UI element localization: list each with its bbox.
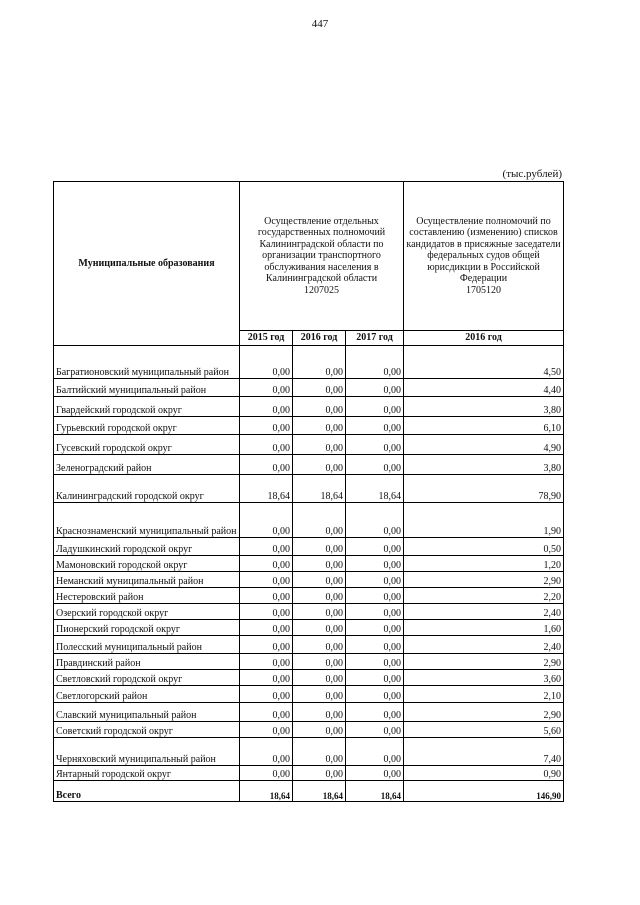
value-cell: 0,00 (346, 556, 404, 572)
value-cell: 0,00 (240, 766, 293, 781)
value-cell: 0,00 (346, 604, 404, 620)
municipality-name: Гвардейский городской округ (54, 397, 240, 417)
value-cell: 0,00 (293, 379, 346, 397)
total-cell: 18,64 (240, 781, 293, 802)
value-cell: 0,00 (240, 572, 293, 588)
municipality-name: Светловский городской округ (54, 670, 240, 686)
value-cell: 3,60 (404, 670, 564, 686)
value-cell: 18,64 (346, 475, 404, 503)
value-cell: 2,40 (404, 636, 564, 654)
value-cell: 0,00 (346, 538, 404, 556)
table-row (54, 379, 564, 397)
jurors-list-header (404, 182, 564, 331)
value-cell: 0,00 (240, 556, 293, 572)
value-cell: 0,00 (240, 503, 293, 538)
municipality-name: Мамоновский городской округ (54, 556, 240, 572)
value-cell: 0,00 (293, 435, 346, 455)
municipality-name: Калининградский городской округ (54, 475, 240, 503)
value-cell: 0,00 (240, 417, 293, 435)
value-cell: 0,00 (240, 397, 293, 417)
municipality-name: Советский городской округ (54, 722, 240, 738)
value-cell: 7,40 (404, 738, 564, 766)
jurors-list-title: Осуществление полномочий по составлению (изменению) списков кандидатов в присяжные заседатели федеральных судов общей юрисдикции в Российской Федерации (406, 215, 561, 285)
value-cell: 0,00 (293, 766, 346, 781)
municipality-name: Славский муниципальный район (54, 703, 240, 722)
value-cell: 0,00 (293, 654, 346, 670)
value-cell: 0,00 (346, 620, 404, 636)
value-cell: 0,00 (293, 346, 346, 379)
table-row (54, 417, 564, 435)
value-cell: 0,00 (346, 588, 404, 604)
municipality-name: Балтийский муниципальный район (54, 379, 240, 397)
value-cell: 2,40 (404, 604, 564, 620)
value-cell: 0,00 (346, 455, 404, 475)
table-row (54, 620, 564, 636)
value-cell: 0,00 (293, 620, 346, 636)
municipality-name: Светлогорский район (54, 686, 240, 703)
units-label: (тыс.рублей) (502, 168, 562, 180)
table-row (54, 455, 564, 475)
table-row (54, 766, 564, 781)
value-cell: 0,00 (293, 538, 346, 556)
municipality-name: Пионерский городской округ (54, 620, 240, 636)
budget-table (53, 181, 564, 802)
value-cell: 0,00 (346, 738, 404, 766)
table-row (54, 636, 564, 654)
value-cell: 4,50 (404, 346, 564, 379)
value-cell: 0,50 (404, 538, 564, 556)
total-label: Всего (54, 781, 240, 802)
municipality-name: Зеленоградский район (54, 455, 240, 475)
table-row (54, 397, 564, 417)
transport-powers-code: 1207025 (304, 284, 339, 296)
value-cell: 4,40 (404, 379, 564, 397)
municipality-name: Полесский муниципальный район (54, 636, 240, 654)
value-cell: 18,64 (293, 475, 346, 503)
table-header-row (54, 182, 564, 331)
value-cell: 0,00 (240, 738, 293, 766)
value-cell: 0,00 (293, 686, 346, 703)
table-row (54, 503, 564, 538)
value-cell: 2,20 (404, 588, 564, 604)
value-cell: 0,00 (293, 703, 346, 722)
value-cell: 0,00 (293, 636, 346, 654)
value-cell: 0,00 (293, 604, 346, 620)
value-cell: 0,00 (240, 620, 293, 636)
value-cell: 0,00 (293, 670, 346, 686)
value-cell: 0,00 (346, 703, 404, 722)
value-cell: 0,00 (293, 572, 346, 588)
year-header: 2016 год (404, 331, 564, 346)
value-cell: 18,64 (240, 475, 293, 503)
municipality-name: Черняховский муниципальный район (54, 738, 240, 766)
value-cell: 0,00 (346, 397, 404, 417)
value-cell: 2,10 (404, 686, 564, 703)
municipality-name: Нестеровский район (54, 588, 240, 604)
municipality-name: Правдинский район (54, 654, 240, 670)
value-cell: 0,00 (293, 503, 346, 538)
value-cell: 0,00 (346, 670, 404, 686)
value-cell: 2,90 (404, 703, 564, 722)
value-cell: 1,90 (404, 503, 564, 538)
table-body (54, 346, 564, 781)
value-cell: 0,00 (293, 556, 346, 572)
value-cell: 5,60 (404, 722, 564, 738)
value-cell: 0,00 (293, 455, 346, 475)
municipality-name: Янтарный городской округ (54, 766, 240, 781)
value-cell: 4,90 (404, 435, 564, 455)
total-cell: 18,64 (346, 781, 404, 802)
value-cell: 0,00 (346, 435, 404, 455)
municipalities-column-header: Муниципальные образования (54, 182, 240, 346)
value-cell: 0,00 (240, 538, 293, 556)
value-cell: 0,00 (346, 636, 404, 654)
value-cell: 0,00 (240, 670, 293, 686)
municipality-name: Багратионовский муниципальный район (54, 346, 240, 379)
value-cell: 0,00 (346, 686, 404, 703)
value-cell: 3,80 (404, 397, 564, 417)
value-cell: 0,00 (346, 766, 404, 781)
value-cell: 0,00 (293, 417, 346, 435)
table-row (54, 538, 564, 556)
value-cell: 0,00 (346, 503, 404, 538)
municipality-name: Ладушкинский городской округ (54, 538, 240, 556)
value-cell: 0,00 (346, 346, 404, 379)
total-row (54, 781, 564, 802)
value-cell: 0,00 (240, 654, 293, 670)
value-cell: 0,00 (240, 588, 293, 604)
municipality-name: Гусевский городской округ (54, 435, 240, 455)
value-cell: 0,00 (346, 572, 404, 588)
value-cell: 78,90 (404, 475, 564, 503)
table-row (54, 703, 564, 722)
table-row (54, 556, 564, 572)
table-row (54, 686, 564, 703)
value-cell: 0,00 (240, 636, 293, 654)
jurors-list-code: 1705120 (466, 284, 501, 296)
value-cell: 0,00 (346, 722, 404, 738)
table-row (54, 722, 564, 738)
year-header: 2016 год (293, 331, 346, 346)
municipality-name: Неманский муниципальный район (54, 572, 240, 588)
value-cell: 0,00 (240, 435, 293, 455)
value-cell: 0,00 (346, 417, 404, 435)
total-cell: 18,64 (293, 781, 346, 802)
table-row (54, 604, 564, 620)
year-header: 2017 год (346, 331, 404, 346)
value-cell: 2,90 (404, 572, 564, 588)
value-cell: 0,00 (240, 379, 293, 397)
value-cell: 0,00 (293, 738, 346, 766)
table-row (54, 346, 564, 379)
total-cell: 146,90 (404, 781, 564, 802)
transport-powers-title: Осуществление отдельных государственных полномочий Калининградской области по организации транспортного обслуживания населения в Калининградской области (257, 215, 386, 285)
value-cell: 0,00 (240, 722, 293, 738)
page-number: 447 (311, 18, 329, 30)
table-row (54, 588, 564, 604)
value-cell: 0,00 (240, 686, 293, 703)
value-cell: 1,60 (404, 620, 564, 636)
value-cell: 0,00 (240, 604, 293, 620)
transport-powers-header (240, 182, 404, 331)
table-row (54, 738, 564, 766)
value-cell: 0,00 (240, 346, 293, 379)
value-cell: 6,10 (404, 417, 564, 435)
value-cell: 0,90 (404, 766, 564, 781)
table-row (54, 475, 564, 503)
municipality-name: Озерский городской округ (54, 604, 240, 620)
value-cell: 2,90 (404, 654, 564, 670)
year-header: 2015 год (240, 331, 293, 346)
value-cell: 0,00 (240, 703, 293, 722)
table-row (54, 435, 564, 455)
value-cell: 3,80 (404, 455, 564, 475)
municipality-name: Краснознаменский муниципальный район (54, 503, 240, 538)
value-cell: 0,00 (240, 455, 293, 475)
table-row (54, 654, 564, 670)
value-cell: 0,00 (293, 588, 346, 604)
value-cell: 1,20 (404, 556, 564, 572)
value-cell: 0,00 (346, 379, 404, 397)
municipality-name: Гурьевский городской округ (54, 417, 240, 435)
table-row (54, 572, 564, 588)
value-cell: 0,00 (293, 722, 346, 738)
value-cell: 0,00 (346, 654, 404, 670)
value-cell: 0,00 (293, 397, 346, 417)
table-row (54, 670, 564, 686)
